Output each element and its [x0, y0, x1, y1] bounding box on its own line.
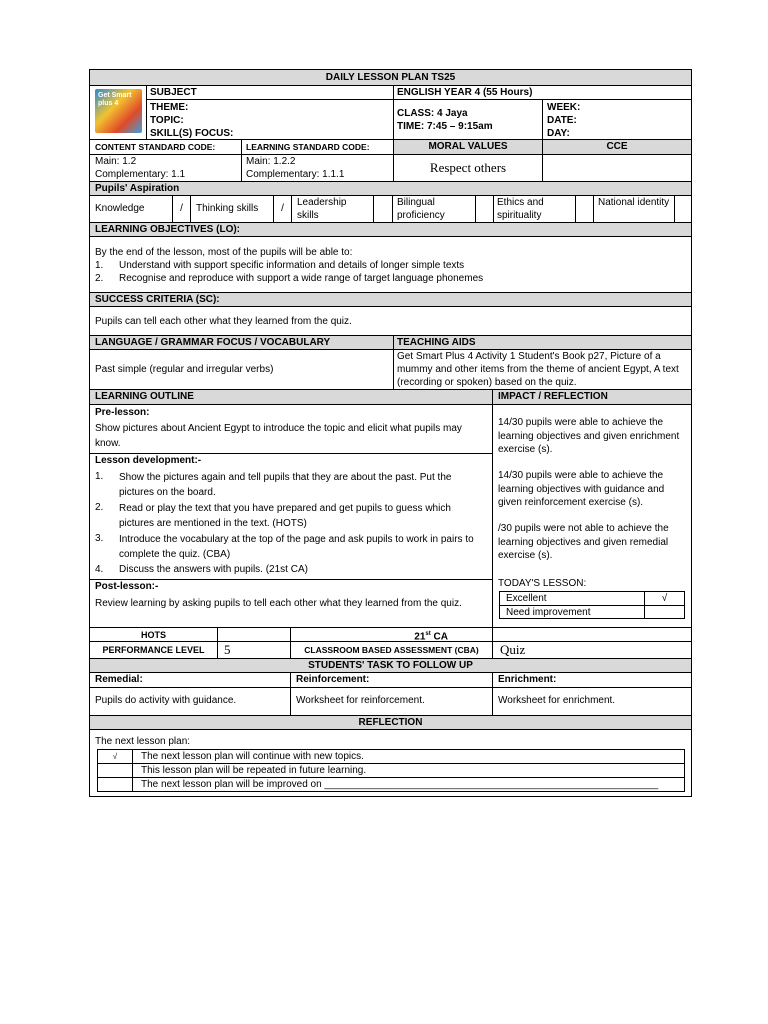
- impact-enrichment-text: 14/30 pupils were able to achieve the learning objectives and given enrichment exercise (s).: [498, 417, 680, 455]
- theme-label: THEME:: [150, 102, 189, 113]
- post-lesson-label: Post-lesson:-: [95, 581, 159, 592]
- teaching-aids-text: Get Smart Plus 4 Activity 1 Student's Book p27, Picture of a mummy and other items from the theme of ancient Egypt, A text (recording or spoken) based on the quiz.: [397, 351, 679, 388]
- aspiration-knowledge: Knowledge: [95, 203, 145, 214]
- enrichment-label: Enrichment:: [498, 674, 557, 685]
- followup-labels-row: [90, 673, 691, 688]
- teaching-aids-label: TEACHING AIDS: [397, 337, 476, 348]
- learning-outline-label: LEARNING OUTLINE: [95, 391, 194, 402]
- learning-standard-label: LEARNING STANDARD CODE:: [246, 142, 370, 152]
- outline-header-row: [90, 390, 691, 405]
- theme-cell: [147, 100, 394, 140]
- aspiration-ethics: Ethics and spirituality: [497, 197, 544, 221]
- hots-value: [218, 628, 291, 642]
- header-block: [90, 86, 691, 140]
- cce-label: CCE: [543, 140, 691, 154]
- option-improve-text: The next lesson plan will be improved on ____________________________________________________________: [141, 779, 659, 790]
- dev-step-2-text: Read or play the text that you have prepared and get pupils to guess which pictures are mentioned in the text. (HOTS): [119, 503, 451, 529]
- dev-step-3-text: Introduce the vocabulary at the top of the page and ask pupils to work in pairs to complete the quiz. (CBA): [119, 534, 474, 560]
- subject-value: ENGLISH YEAR 4 (55 Hours): [397, 87, 533, 98]
- content-complementary: Complementary: 1.1: [95, 169, 186, 180]
- reinforcement-label: Reinforcement:: [296, 674, 370, 685]
- rating-need-improvement-label: Need improvement: [506, 607, 591, 618]
- remedial-label: Remedial:: [95, 674, 143, 685]
- objectives-header: [90, 223, 691, 237]
- aspiration-national-mark: [675, 196, 691, 222]
- followup-header: STUDENTS' TASK TO FOLLOW UP: [90, 659, 691, 673]
- aspiration-thinking-skills: Thinking skills: [196, 203, 259, 214]
- learning-outline-body: [90, 405, 493, 628]
- aspiration-label: Pupils' Aspiration: [95, 183, 180, 194]
- grammar-focus-text: Past simple (regular and irregular verbs): [95, 364, 274, 375]
- skills-focus-label: SKILL(S) FOCUS:: [150, 128, 234, 139]
- content-standard-label: CONTENT STANDARD CODE:: [95, 142, 216, 152]
- reinforcement-text: Worksheet for reinforcement.: [296, 695, 425, 706]
- objective-2-text: Recognise and reproduce with support a wide range of target language phonemes: [119, 273, 484, 284]
- cce-value-cell: [543, 155, 691, 181]
- success-header: [90, 293, 691, 307]
- moral-value: Respect others: [394, 155, 543, 181]
- language-label: LANGUAGE / GRAMMAR FOCUS / VOCABULARY: [95, 337, 331, 348]
- cba-value: Quiz: [500, 642, 526, 657]
- time-label: TIME: 7:45 – 9:15am: [397, 121, 493, 132]
- impact-body: [493, 405, 691, 628]
- impact-remedial-text: /30 pupils were not able to achieve the learning objectives and given remedial exercise (s).: [498, 523, 669, 561]
- dev-step-4-number: 4.: [95, 564, 104, 575]
- dev-step-1-text: Show the pictures again and tell pupils that they are about the past. Put the pictures on the board.: [119, 472, 452, 498]
- next-lesson-options-table: [97, 749, 685, 792]
- rating-excellent-label: Excellent: [506, 593, 547, 604]
- ca-value: [493, 628, 691, 642]
- dev-step-1-number: 1.: [95, 471, 104, 482]
- aspiration-header: [90, 182, 691, 196]
- week-label: WEEK:: [547, 102, 581, 113]
- reflection-body: [90, 730, 691, 796]
- day-label: DAY:: [547, 128, 570, 139]
- option-continue-checkmark[interactable]: √: [98, 750, 133, 763]
- dev-step-2-number: 2.: [95, 502, 104, 513]
- todays-lesson-label: TODAY'S LESSON:: [498, 578, 587, 589]
- aspiration-row: [90, 196, 691, 223]
- moral-values-label: MORAL VALUES: [394, 140, 543, 154]
- performance-level-value: 5: [218, 642, 291, 658]
- post-lesson-text: Review learning by asking pupils to tell each other what they learned from the quiz.: [95, 598, 462, 609]
- aspiration-thinking-mark: /: [274, 196, 292, 222]
- objectives-body: [90, 237, 691, 293]
- standards-header-row: [90, 140, 691, 155]
- rating-need-improvement-checkbox[interactable]: [645, 606, 684, 619]
- topic-label: TOPIC:: [150, 115, 184, 126]
- ca-label: 21st CA: [414, 631, 448, 643]
- rating-excellent-checkmark[interactable]: √: [661, 593, 668, 604]
- subject-value-cell: [394, 86, 691, 100]
- document-title: DAILY LESSON PLAN TS25: [90, 70, 691, 86]
- lesson-development-label: Lesson development:-: [95, 455, 202, 466]
- aspiration-bilingual: Bilingual proficiency: [397, 197, 445, 221]
- lesson-plan-document: [89, 69, 692, 797]
- reflection-header: REFLECTION: [90, 716, 691, 730]
- cba-label: CLASSROOM BASED ASSESSMENT (CBA): [291, 642, 493, 658]
- aspiration-leadership-mark: [374, 196, 393, 222]
- success-body: [90, 307, 691, 336]
- next-lesson-plan-label: The next lesson plan:: [95, 736, 191, 747]
- enrichment-text: Worksheet for enrichment.: [498, 695, 616, 706]
- aspiration-knowledge-mark: /: [173, 196, 191, 222]
- aspiration-bilingual-mark: [476, 196, 494, 222]
- subject-label: SUBJECT: [150, 87, 197, 98]
- pre-lesson-label: Pre-lesson:: [95, 407, 150, 418]
- dev-step-4-text: Discuss the answers with pupils. (21st CA): [119, 564, 308, 575]
- option-repeat-text: This lesson plan will be repeated in future learning.: [141, 765, 367, 776]
- learning-main: Main: 1.2.2: [246, 156, 296, 167]
- learning-complementary: Complementary: 1.1.1: [246, 169, 345, 180]
- followup-values-row: [90, 688, 691, 716]
- aspiration-leadership: Leadership skills: [297, 197, 347, 221]
- remedial-text: Pupils do activity with guidance.: [95, 695, 237, 706]
- lesson-rating-table: [499, 591, 685, 619]
- hots-label: HOTS: [90, 628, 218, 642]
- performance-level-label: PERFORMANCE LEVEL: [90, 642, 218, 658]
- objectives-label: LEARNING OBJECTIVES (LO):: [95, 224, 241, 235]
- aspiration-national-identity: National identity: [598, 197, 670, 208]
- class-label: CLASS: 4 Jaya: [397, 108, 468, 119]
- impact-reinforcement-text: 14/30 pupils were able to achieve the learning objectives with guidance and given reinforcement exercise (s).: [498, 470, 665, 508]
- subject-label-cell: [147, 86, 394, 100]
- option-continue-text: The next lesson plan will continue with new topics.: [141, 751, 364, 762]
- week-date-day-cell: [543, 100, 691, 140]
- hots-row: [90, 627, 691, 642]
- option-repeat-checkbox[interactable]: [98, 764, 133, 777]
- aspiration-ethics-mark: [576, 196, 594, 222]
- cover-cell: [90, 86, 147, 140]
- impact-reflection-label: IMPACT / REFLECTION: [498, 391, 608, 402]
- option-improve-checkbox[interactable]: [98, 778, 133, 791]
- dev-step-3-number: 3.: [95, 533, 104, 544]
- objective-1-text: Understand with support specific information and details of longer simple texts: [119, 260, 465, 271]
- book-cover-text: Get Smart plus 4: [98, 92, 132, 107]
- performance-row: [90, 642, 691, 659]
- objectives-intro: By the end of the lesson, most of the pupils will be able to:: [95, 247, 353, 258]
- content-main: Main: 1.2: [95, 156, 137, 167]
- date-label: DATE:: [547, 115, 577, 126]
- language-header-row: [90, 336, 691, 350]
- success-text: Pupils can tell each other what they learned from the quiz.: [95, 316, 352, 327]
- pre-lesson-text: Show pictures about Ancient Egypt to introduce the topic and elicit what pupils may know.: [95, 423, 462, 449]
- objective-1-number: 1.: [95, 260, 104, 271]
- objective-2-number: 2.: [95, 273, 104, 284]
- standards-values-row: [90, 155, 691, 182]
- class-time-cell: [394, 100, 543, 140]
- language-body-row: [90, 350, 691, 390]
- success-label: SUCCESS CRITERIA (SC):: [95, 294, 220, 305]
